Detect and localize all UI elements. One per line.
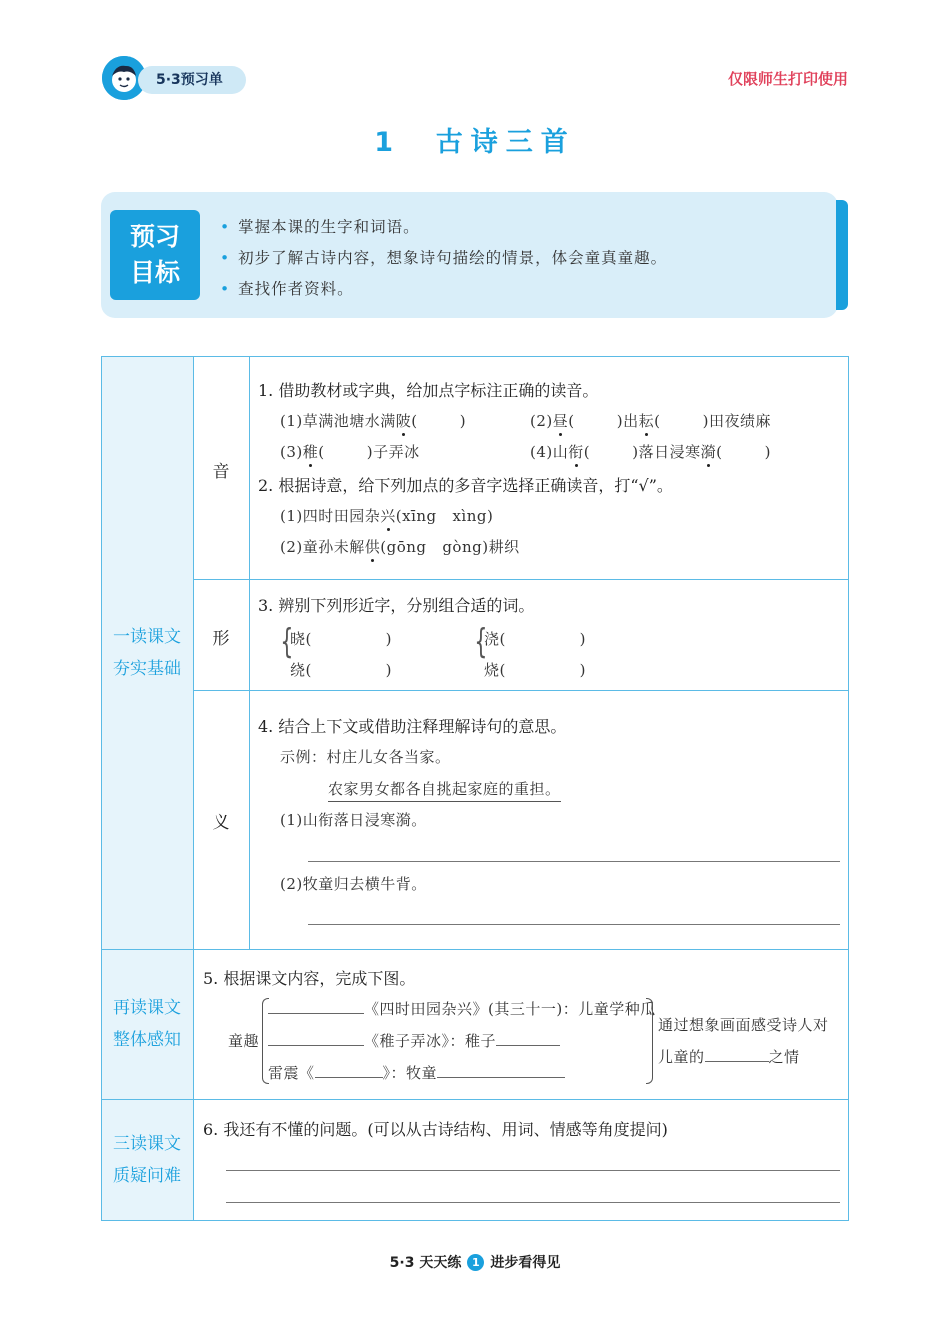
answer-line[interactable]: [308, 861, 840, 862]
q2-item-1: (1)四时田园杂兴(xīng xìng): [280, 507, 494, 525]
goal-item: • 掌握本课的生字和词语。: [220, 218, 420, 236]
question-2: 2. 根据诗意，给下列加点的多音字选择正确读音，打“√”。: [258, 476, 673, 495]
bullet-icon: •: [220, 280, 231, 298]
blank-field[interactable]: [268, 1031, 364, 1046]
question-5: 5. 根据课文内容，完成下图。: [203, 969, 416, 988]
blank-field[interactable]: [705, 1047, 769, 1062]
goal-item: • 查找作者资料。: [220, 280, 354, 298]
goals-list: [220, 212, 667, 305]
goal-item: • 初步了解古诗内容，想象诗句描绘的情景，体会童真童趣。: [220, 249, 668, 267]
q4-item-1: (1)山衔落日浸寒漪。: [280, 811, 427, 829]
bullet-icon: •: [220, 218, 231, 236]
q1-item-3: (3)稚( )子弄冰: [280, 443, 420, 461]
q3-left-group: 晓( ) 绕( ): [290, 630, 392, 679]
series-badge: 5·3预习单: [138, 66, 246, 94]
section-read3-label: 三读课文 质疑问难: [113, 1134, 181, 1186]
q1-item-2: (2)昼( )出耘( )田夜绩麻: [530, 412, 771, 430]
goals-label-line1: 预习: [129, 222, 180, 251]
answer-line[interactable]: [308, 924, 840, 925]
sub-label-sound: 音: [212, 462, 230, 482]
print-notice: 仅限师生打印使用: [727, 70, 848, 88]
goals-label: [110, 210, 200, 300]
q5-row-1: 《四时田园杂兴》(其三十一)：儿童学种瓜: [268, 998, 656, 1019]
page-title: 1 古诗三首: [374, 127, 576, 158]
divider: [193, 579, 848, 580]
blank-field[interactable]: [268, 999, 364, 1014]
q2-item-2: (2)童孙未解供(gōng gòng)耕织: [280, 538, 520, 556]
goals-label-line2: 目标: [129, 258, 180, 287]
bullet-icon: •: [220, 249, 231, 267]
answer-line[interactable]: [226, 1202, 840, 1203]
q1-item-1: (1)草满池塘水满陂( ): [280, 412, 467, 430]
blank-field[interactable]: [496, 1031, 560, 1046]
q4-example: 示例：村庄儿女各当家。: [280, 748, 451, 766]
page-number: 1: [467, 1254, 484, 1271]
sub-label-meaning: 义: [212, 813, 230, 833]
sub-label-shape: 形: [212, 629, 230, 649]
divider: [193, 690, 848, 691]
divider: [101, 949, 848, 950]
blank-field[interactable]: [437, 1063, 565, 1078]
q5-row-3: 雷震《 》：牧童: [268, 1062, 565, 1083]
question-4: 4. 结合上下文或借助注释理解诗句的意思。: [258, 717, 567, 736]
answer-line[interactable]: [226, 1170, 840, 1171]
divider: [249, 357, 250, 949]
q1-item-4: (4)山衔( )落日浸寒漪( ): [530, 443, 771, 461]
question-6: 6. 我还有不懂的问题。(可以从古诗结构、用词、情感等角度提问): [203, 1120, 668, 1139]
right-brace-icon: [646, 998, 653, 1084]
brace-icon: {: [474, 622, 488, 662]
section-read1-label: 一读课文 夯实基础: [113, 627, 181, 679]
q3-right-group: 浇( ) 烧( ): [484, 630, 586, 679]
q5-root: 童趣: [228, 1032, 260, 1050]
q5-conclusion-2: 儿童的 之情: [658, 1048, 800, 1066]
brace-icon: {: [280, 622, 294, 662]
divider: [193, 357, 194, 1220]
q5-conclusion-1: 通过想象画面感受诗人对: [658, 1016, 829, 1034]
q4-item-2: (2)牧童归去横牛背。: [280, 875, 427, 893]
section-read2-label: 再读课文 整体感知: [113, 998, 181, 1050]
goals-accent-bar: [836, 200, 848, 310]
page-footer: 5·3 天天练 1 进步看得见: [389, 1255, 561, 1271]
question-1: 1. 借助教材或字典，给加点字标注正确的读音。: [258, 381, 599, 400]
question-3: 3. 辨别下列形近字，分别组合适的词。: [258, 596, 535, 615]
q4-example-answer: 农家男女都各自挑起家庭的重担。: [328, 778, 561, 802]
blank-field[interactable]: [315, 1063, 383, 1078]
q5-row-2: 《稚子弄冰》：稚子: [268, 1030, 560, 1051]
divider: [101, 1099, 848, 1100]
